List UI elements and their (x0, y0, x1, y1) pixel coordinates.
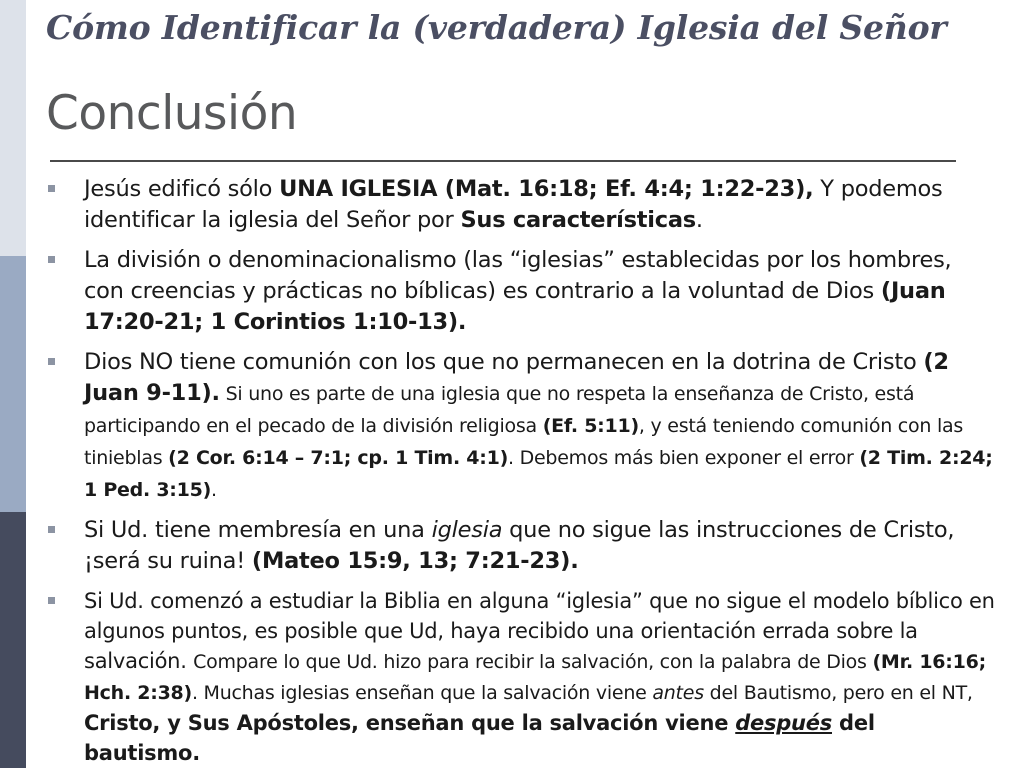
bullet-text-run: (Juan 17:20-21; 1 Corintios 1:10-13). (84, 278, 946, 335)
bullet-item (46, 174, 996, 236)
bullet-marker-icon (48, 358, 55, 365)
bullet-marker-icon (48, 256, 55, 263)
bullet-text-run: , y está teniendo comunión con las tinieblas (84, 415, 964, 469)
bullet-text-run: (Mr. 16:16; Hch. 2:38) (84, 651, 986, 704)
side-stripe-mid (0, 256, 26, 512)
bullet-text-run: (Mateo 15:9, 13; 7:21-23). (251, 548, 579, 574)
bullet-marker-icon (48, 597, 55, 604)
bullet-text-run: Jesús edificó sólo (84, 176, 280, 202)
bullet-text-run: Dios NO tiene comunión con los que no permanecen en la dotrina de Cristo (84, 349, 924, 375)
bullet-text-run: Si Ud. tiene membresía en una (84, 517, 432, 543)
bullet-text-run: Y podemos identificar la iglesia del Señor por (84, 176, 943, 233)
bullet-text-run: . Muchas iglesias enseñan que la salvación viene (191, 682, 653, 704)
bullet-text-run: del bautismo. (84, 711, 875, 765)
bullet-text-run: (2 Juan 9-11). (84, 349, 949, 406)
slide-title: Conclusión (46, 86, 298, 141)
bullet-item (46, 586, 996, 768)
bullet-text-run: Sus características (460, 207, 696, 233)
bullet-text-run: UNA IGLESIA (Mat. 16:18; Ef. 4:4; 1:22-23), (279, 176, 814, 202)
bullet-text-run: Compare lo que Ud. hizo para recibir la salvación, con la palabra de Dios (193, 651, 873, 673)
bullet-text-run: . (695, 207, 703, 233)
side-stripe-dark (0, 512, 26, 768)
bullet-text-run: La división o denominacionalismo (las “iglesias” establecidas por los hombres, con creencias y prácticas no bíblicas) es contrario a la voluntad de Dios (84, 247, 952, 304)
bullet-text-run: Cristo, y Sus Apóstoles, enseñan que la salvación viene (84, 711, 736, 735)
bullet-text-run: antes (652, 682, 704, 704)
bullet-text-run: después (735, 711, 832, 735)
bullet-text-run: . (211, 479, 217, 501)
slide-subtitle: Cómo Identificar la (verdadera) Iglesia del Señor (46, 8, 947, 47)
title-divider (50, 160, 956, 162)
bullet-text-run: (2 Tim. 2:24; 1 Ped. 3:15) (84, 447, 993, 501)
bullet-text-run: (Ef. 5:11) (542, 415, 639, 437)
bullet-marker-icon (48, 185, 55, 192)
bullet-text-run: que no sigue las instrucciones de Cristo, ¡será su ruina! (84, 517, 955, 574)
bullet-item (46, 347, 996, 506)
bullet-item (46, 245, 996, 338)
side-stripe-light (0, 0, 26, 256)
bullet-list (46, 174, 996, 777)
bullet-text-run: iglesia (431, 517, 503, 543)
bullet-text-run: Si uno es parte de una iglesia que no respeta la enseñanza de Cristo, está participando en el pecado de la división religiosa (84, 383, 915, 437)
bullet-text-run: Si Ud. comenzó a estudiar la Biblia en alguna “iglesia” que no sigue el modelo bíblico en algunos puntos, es posible que Ud, haya recibido una orientación errada sobre la salvación. (84, 589, 995, 673)
bullet-text-run: . Debemos más bien exponer el error (508, 447, 860, 469)
bullet-item (46, 515, 996, 577)
bullet-text-run: (2 Cor. 6:14 – 7:1; cp. 1 Tim. 4:1) (168, 447, 509, 469)
bullet-text-run: del Bautismo, pero en el NT, (703, 682, 973, 704)
bullet-marker-icon (48, 526, 55, 533)
